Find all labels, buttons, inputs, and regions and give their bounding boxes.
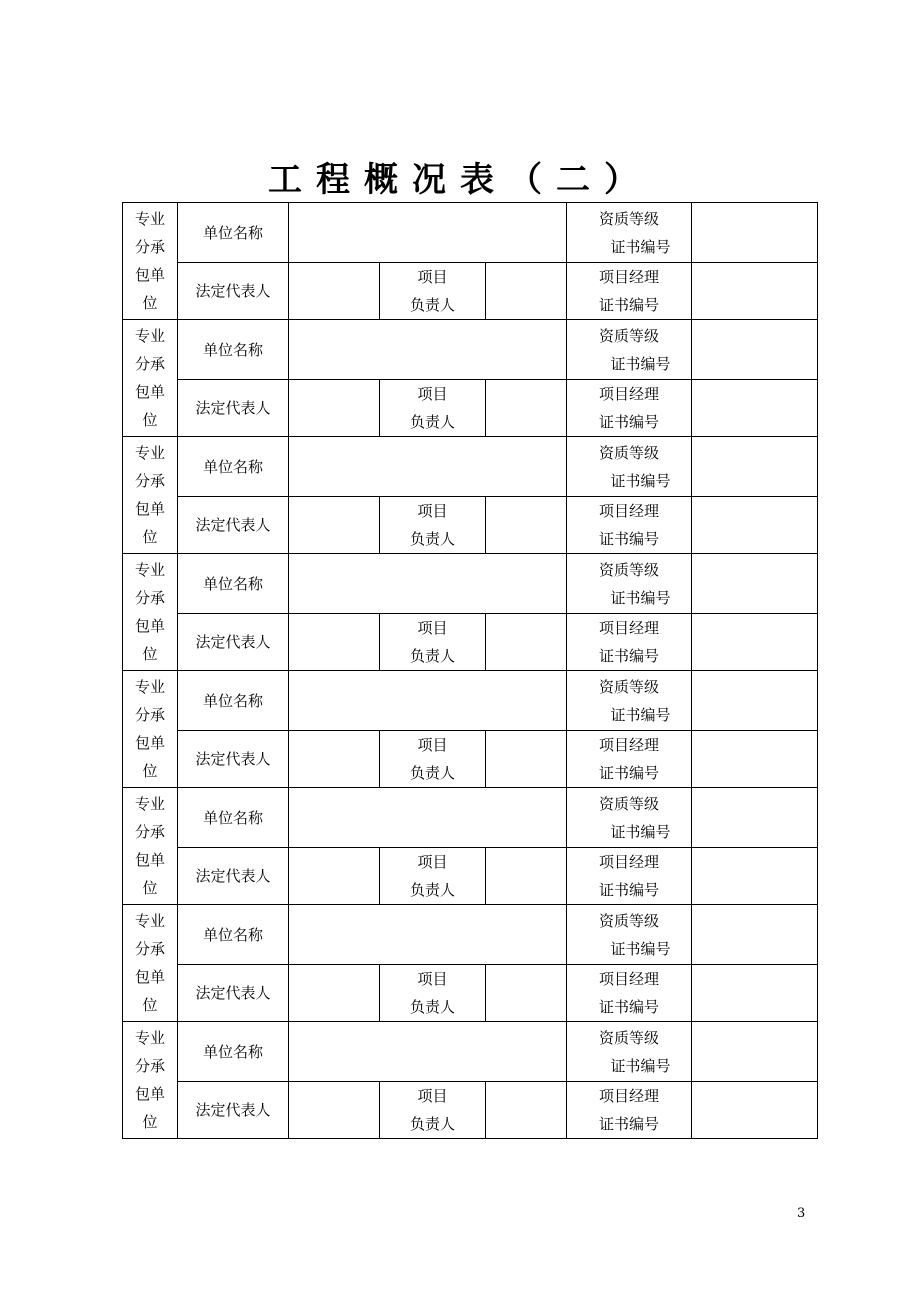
- label-line: 位: [142, 294, 158, 312]
- unit-name-field[interactable]: [289, 203, 567, 263]
- label-line: 分承: [134, 823, 165, 841]
- qualification-cert-field[interactable]: [692, 554, 818, 614]
- label-line: 证书编号: [610, 1056, 671, 1075]
- subcontractor-row-rep: [123, 380, 818, 437]
- unit-name-label: 单位名称: [178, 437, 289, 497]
- label-line: 包单: [134, 1085, 165, 1103]
- pm-cert-label: [567, 614, 692, 671]
- label-line: 负责人: [409, 647, 455, 665]
- unit-name-field[interactable]: [289, 905, 567, 965]
- legal-rep-field[interactable]: [289, 848, 380, 905]
- subcontractor-label: [123, 437, 178, 554]
- unit-name-field[interactable]: [289, 437, 567, 497]
- project-head-label: [380, 731, 486, 788]
- label-line: 项目: [417, 268, 448, 286]
- page-number: 3: [797, 1206, 806, 1221]
- subcontractor-row-rep: [123, 848, 818, 905]
- label-line: 分承: [134, 706, 165, 724]
- pm-cert-label: [567, 731, 692, 788]
- label-line: 项目经理: [599, 853, 660, 871]
- label-line: 证书编号: [610, 705, 671, 724]
- label-line: 包单: [134, 734, 165, 752]
- label-line: 证书编号: [599, 1115, 660, 1133]
- pm-cert-label: [567, 965, 692, 1022]
- page-title: 工程概况表（二）: [268, 160, 652, 200]
- label-line: 分承: [134, 1057, 165, 1075]
- label-line: 证书编号: [599, 647, 660, 665]
- label-line: 资质等级: [599, 911, 660, 930]
- legal-rep-label: 法定代表人: [178, 965, 289, 1022]
- pm-cert-field[interactable]: [692, 965, 818, 1022]
- project-head-field[interactable]: [486, 263, 567, 320]
- legal-rep-label: 法定代表人: [178, 263, 289, 320]
- pm-cert-label: [567, 380, 692, 437]
- pm-cert-field[interactable]: [692, 731, 818, 788]
- label-line: 项目: [417, 736, 448, 754]
- subcontractor-label: [123, 788, 178, 905]
- label-line: 负责人: [409, 530, 455, 548]
- project-head-field[interactable]: [486, 614, 567, 671]
- unit-name-label: 单位名称: [178, 554, 289, 614]
- qualification-cert-label: [567, 203, 692, 263]
- label-line: 分承: [134, 940, 165, 958]
- label-line: 分承: [134, 238, 165, 256]
- label-line: 专业: [134, 678, 165, 696]
- pm-cert-label: [567, 263, 692, 320]
- legal-rep-field[interactable]: [289, 497, 380, 554]
- project-head-field[interactable]: [486, 380, 567, 437]
- label-line: 分承: [134, 355, 165, 373]
- qualification-cert-label: [567, 788, 692, 848]
- pm-cert-field[interactable]: [692, 614, 818, 671]
- subcontractor-row-unit: [123, 905, 818, 965]
- label-line: 分承: [134, 589, 165, 607]
- label-line: 资质等级: [599, 560, 660, 579]
- subcontractor-row-rep: [123, 1082, 818, 1139]
- pm-cert-field[interactable]: [692, 380, 818, 437]
- label-line: 资质等级: [599, 1028, 660, 1047]
- subcontractor-label: [123, 671, 178, 788]
- unit-name-label: 单位名称: [178, 320, 289, 380]
- label-line: 项目: [417, 385, 448, 403]
- label-line: 证书编号: [599, 881, 660, 899]
- project-head-label: [380, 848, 486, 905]
- legal-rep-label: 法定代表人: [178, 1082, 289, 1139]
- subcontractor-row-rep: [123, 497, 818, 554]
- label-line: 资质等级: [599, 443, 660, 462]
- pm-cert-field[interactable]: [692, 497, 818, 554]
- subcontractor-label: [123, 1022, 178, 1139]
- label-line: 证书编号: [599, 998, 660, 1016]
- unit-name-label: 单位名称: [178, 788, 289, 848]
- pm-cert-label: [567, 1082, 692, 1139]
- label-line: 项目经理: [599, 619, 660, 637]
- label-line: 包单: [134, 968, 165, 986]
- project-head-label: [380, 263, 486, 320]
- legal-rep-label: 法定代表人: [178, 731, 289, 788]
- label-line: 负责人: [409, 296, 455, 314]
- subcontractor-row-rep: [123, 614, 818, 671]
- unit-name-label: 单位名称: [178, 1022, 289, 1082]
- qualification-cert-field[interactable]: [692, 788, 818, 848]
- project-head-field[interactable]: [486, 848, 567, 905]
- project-overview-table: [122, 202, 818, 1139]
- label-line: 负责人: [409, 764, 455, 782]
- subcontractor-row-rep: [123, 965, 818, 1022]
- qualification-cert-field[interactable]: [692, 905, 818, 965]
- unit-name-field[interactable]: [289, 554, 567, 614]
- project-head-label: [380, 614, 486, 671]
- label-line: 专业: [134, 210, 165, 228]
- label-line: 证书编号: [610, 471, 671, 490]
- legal-rep-field[interactable]: [289, 380, 380, 437]
- pm-cert-field[interactable]: [692, 263, 818, 320]
- qualification-cert-field[interactable]: [692, 1022, 818, 1082]
- label-line: 负责人: [409, 1115, 455, 1133]
- subcontractor-row-unit: [123, 671, 818, 731]
- unit-name-field[interactable]: [289, 1022, 567, 1082]
- subcontractor-label: [123, 905, 178, 1022]
- label-line: 位: [142, 762, 158, 780]
- label-line: 资质等级: [599, 677, 660, 696]
- project-head-field[interactable]: [486, 1082, 567, 1139]
- unit-name-field[interactable]: [289, 320, 567, 380]
- label-line: 专业: [134, 795, 165, 813]
- unit-name-label: 单位名称: [178, 203, 289, 263]
- label-line: 项目经理: [599, 1087, 660, 1105]
- project-head-label: [380, 1082, 486, 1139]
- project-head-field[interactable]: [486, 731, 567, 788]
- project-head-label: [380, 497, 486, 554]
- label-line: 资质等级: [599, 326, 660, 345]
- subcontractor-label: [123, 320, 178, 437]
- qualification-cert-label: [567, 554, 692, 614]
- pm-cert-label: [567, 497, 692, 554]
- legal-rep-label: 法定代表人: [178, 497, 289, 554]
- legal-rep-label: 法定代表人: [178, 848, 289, 905]
- qualification-cert-field[interactable]: [692, 671, 818, 731]
- label-line: 证书编号: [610, 588, 671, 607]
- label-line: 证书编号: [599, 764, 660, 782]
- label-line: 证书编号: [599, 413, 660, 431]
- project-head-field[interactable]: [486, 965, 567, 1022]
- label-line: 位: [142, 996, 158, 1014]
- label-line: 专业: [134, 561, 165, 579]
- label-line: 证书编号: [599, 296, 660, 314]
- label-line: 专业: [134, 327, 165, 345]
- subcontractor-row-unit: [123, 1022, 818, 1082]
- label-line: 项目经理: [599, 268, 660, 286]
- label-line: 位: [142, 645, 158, 663]
- label-line: 位: [142, 528, 158, 546]
- subcontractor-label: [123, 554, 178, 671]
- label-line: 资质等级: [599, 209, 660, 228]
- label-line: 项目: [417, 1087, 448, 1105]
- label-line: 项目: [417, 619, 448, 637]
- label-line: 包单: [134, 617, 165, 635]
- qualification-cert-label: [567, 671, 692, 731]
- label-line: 位: [142, 411, 158, 429]
- label-line: 负责人: [409, 413, 455, 431]
- label-line: 资质等级: [599, 794, 660, 813]
- unit-name-label: 单位名称: [178, 905, 289, 965]
- subcontractor-row-rep: [123, 731, 818, 788]
- subcontractor-row-unit: [123, 437, 818, 497]
- label-line: 项目经理: [599, 502, 660, 520]
- label-line: 专业: [134, 444, 165, 462]
- label-line: 证书编号: [610, 237, 671, 256]
- qualification-cert-label: [567, 905, 692, 965]
- legal-rep-label: 法定代表人: [178, 614, 289, 671]
- label-line: 包单: [134, 500, 165, 518]
- subcontractor-row-unit: [123, 788, 818, 848]
- label-line: 分承: [134, 472, 165, 490]
- legal-rep-label: 法定代表人: [178, 380, 289, 437]
- label-line: 包单: [134, 851, 165, 869]
- unit-name-field[interactable]: [289, 788, 567, 848]
- label-line: 证书编号: [610, 939, 671, 958]
- label-line: 位: [142, 1113, 158, 1131]
- label-line: 项目: [417, 853, 448, 871]
- legal-rep-field[interactable]: [289, 731, 380, 788]
- project-head-label: [380, 380, 486, 437]
- label-line: 项目: [417, 970, 448, 988]
- pm-cert-field[interactable]: [692, 1082, 818, 1139]
- qualification-cert-label: [567, 1022, 692, 1082]
- qualification-cert-field[interactable]: [692, 320, 818, 380]
- pm-cert-label: [567, 848, 692, 905]
- qualification-cert-field[interactable]: [692, 437, 818, 497]
- subcontractor-row-unit: [123, 320, 818, 380]
- label-line: 专业: [134, 1029, 165, 1047]
- label-line: 项目经理: [599, 736, 660, 754]
- label-line: 负责人: [409, 998, 455, 1016]
- label-line: 包单: [134, 266, 165, 284]
- legal-rep-field[interactable]: [289, 1082, 380, 1139]
- pm-cert-field[interactable]: [692, 848, 818, 905]
- label-line: 位: [142, 879, 158, 897]
- subcontractor-row-rep: [123, 263, 818, 320]
- subcontractor-row-unit: [123, 203, 818, 263]
- label-line: 专业: [134, 912, 165, 930]
- project-head-field[interactable]: [486, 497, 567, 554]
- label-line: 证书编号: [599, 530, 660, 548]
- subcontractor-label: [123, 203, 178, 320]
- label-line: 证书编号: [610, 354, 671, 373]
- qualification-cert-label: [567, 320, 692, 380]
- legal-rep-field[interactable]: [289, 263, 380, 320]
- label-line: 负责人: [409, 881, 455, 899]
- unit-name-label: 单位名称: [178, 671, 289, 731]
- subcontractor-row-unit: [123, 554, 818, 614]
- label-line: 项目: [417, 502, 448, 520]
- label-line: 项目经理: [599, 385, 660, 403]
- qualification-cert-label: [567, 437, 692, 497]
- legal-rep-field[interactable]: [289, 614, 380, 671]
- qualification-cert-field[interactable]: [692, 203, 818, 263]
- label-line: 项目经理: [599, 970, 660, 988]
- project-head-label: [380, 965, 486, 1022]
- legal-rep-field[interactable]: [289, 965, 380, 1022]
- label-line: 证书编号: [610, 822, 671, 841]
- unit-name-field[interactable]: [289, 671, 567, 731]
- label-line: 包单: [134, 383, 165, 401]
